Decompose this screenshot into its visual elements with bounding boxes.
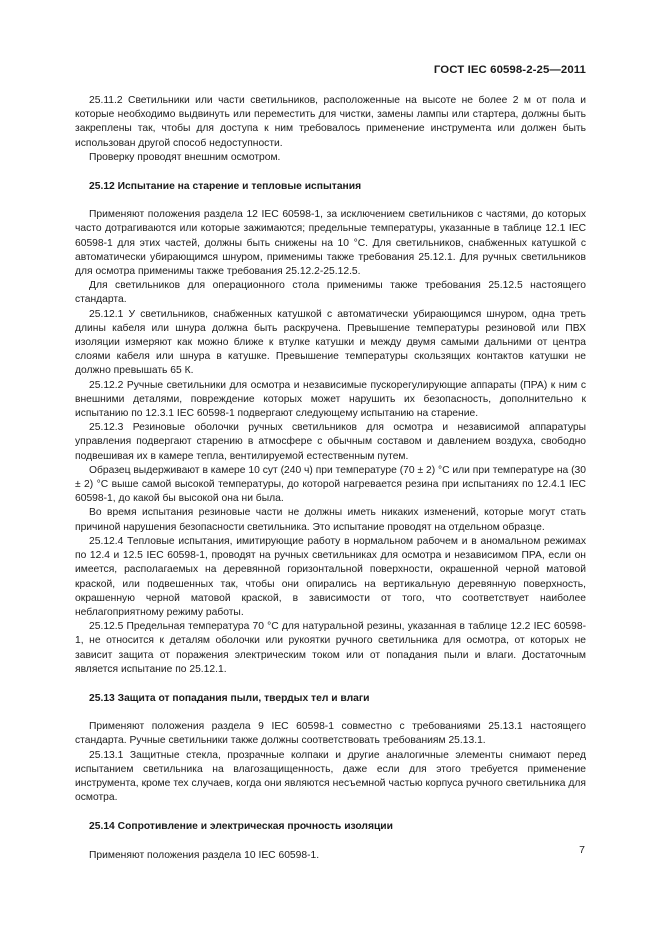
paragraph-25-12-intro: Применяют положения раздела 12 IEC 60598-1, за исключением светильников с частями, до которых часто дотрагиваются или которые зажимаются; предельные температуры, указанные в таблице 12.1 IEC 60598-1 для этих частей, должны быть снижены на 10 °С. Для светильников, снабженных катушкой с автоматически убирающимся шнуром, применимы также требования 25.12.1. Для ручных светильников для осмотра применимы также требования 25.12.2-25.12.5. — [75, 209, 586, 278]
paragraph-check-note: Проверку проводят внешним осмотром. — [89, 151, 281, 163]
standard-designation: ГОСТ IEC 60598-2-25—2011 — [433, 64, 586, 76]
paragraph-25-13-1: 25.13.1 Защитные стекла, прозрачные колпаки и другие аналогичные элементы снимают перед испытанием светильника на влагозащищенность, даже если для этого требуется применение инструмента, кроме тех случаев, когда они являются несъемной частью корпуса ручного светильника для осмотра. — [75, 749, 586, 804]
paragraph-25-13-intro: Применяют положения раздела 9 IEC 60598-1 совместно с требованиями 25.13.1 настоящего стандарта. Ручные светильники также должны соответствовать требованиям 25.13.1. — [75, 721, 586, 747]
paragraph-25-12-3: 25.12.3 Резиновые оболочки ручных светильников для осмотра и независимой аппаратуры управления подвергают старению в атмосфере с обычным составом и давлением воздуха, свободно подвешивая их в камере тепла, вентилируемой естественным путем. — [75, 422, 586, 462]
paragraph-25-12-5: 25.12.5 Предельная температура 70 °С для натуральной резины, указанная в таблице 12.2 IEC 60598-1, не относится к деталям оболочки или рукоятки ручного светильника для осмотра, от которых не зависит защита от поражения электрическим током или от попадания пыли и влаги. Достаточным является испытание по 25.12.1. — [75, 621, 586, 675]
paragraph-25-12-3-result: Во время испытания резиновые части не должны иметь никаких изменений, которые могут стать причиной нарушения безопасности светильника. Это испытание проводят на отдельном образце. — [75, 507, 586, 533]
paragraph-25-12-operating-table: Для светильников для операционного стола применимы также требования 25.12.5 настоящего стандарта. — [75, 280, 586, 306]
heading-25-12: 25.12 Испытание на старение и тепловые испытания — [89, 181, 362, 193]
paragraph-25-12-1: 25.12.1 У светильников, снабженных катушкой с автоматически убирающимся шнуром, одна треть длины кабеля или шнура должна быть раскручена. Превышение температуры резиновой или ПВХ изоляции измеряют как можно ближе к втулке катушки и между двумя самыми дальними от центра слоями кабеля или шнура в катушке. Превышение температуры скользящих контактов катушки не должно превышать 65 К. — [75, 308, 586, 377]
paragraph-25-12-2: 25.12.2 Ручные светильники для осмотра и независимые пускорегулирующие аппараты (ПРА) к ним с внешними деталями, повреждение которых может нарушить их безопасность, дополнительно к испытанию по 12.3.1 IEC 60598-1 подвергают следующему испытанию на старение. — [75, 379, 586, 420]
heading-25-13: 25.13 Защита от попадания пыли, твердых тел и влаги — [89, 692, 370, 704]
paragraph-25-14-intro: Применяют положения раздела 10 IEC 60598-1. — [89, 849, 320, 861]
paragraph-25-11-2: 25.11.2 Светильники или части светильников, расположенные на высоте не более 2 м от пола и которые необходимо выдвинуть или переместить для чистки, замены лампы или стартера, должны быть закреплены так, чтобы для доступа к ним требовалось применение инструмента или должен быть использован другой способ недоступности. — [75, 95, 586, 149]
page-body — [75, 94, 586, 863]
page-number: 7 — [579, 844, 585, 856]
paragraph-25-12-3-sample: Образец выдерживают в камере 10 сут (240 ч) при температуре (70 ± 2) °С или при температуре на (30 ± 2) °С выше самой высокой температуры, до которой нагревается резина при испытаниях по 12.4.1 IEC 60598-1, до какой бы высокой она ни была. — [75, 464, 586, 505]
heading-25-14: 25.14 Сопротивление и электрическая прочность изоляции — [89, 821, 393, 833]
paragraph-25-12-4: 25.12.4 Тепловые испытания, имитирующие работу в нормальном рабочем и в аномальном режимах по 12.4 и 12.5 IEC 60598-1, проводят на ручных светильниках для осмотра и независимом ПРА, если он имеется, располагаемых на деревянной горизонтальной поверхности, окрашенной черной матовой краской, или подвешенных так, чтобы они опирались на вертикальную деревянную поверхность, окрашенную черной матовой краской, в зависимости от того, что соответствует наиболее неблагоприятному режиму работы. — [75, 535, 586, 618]
